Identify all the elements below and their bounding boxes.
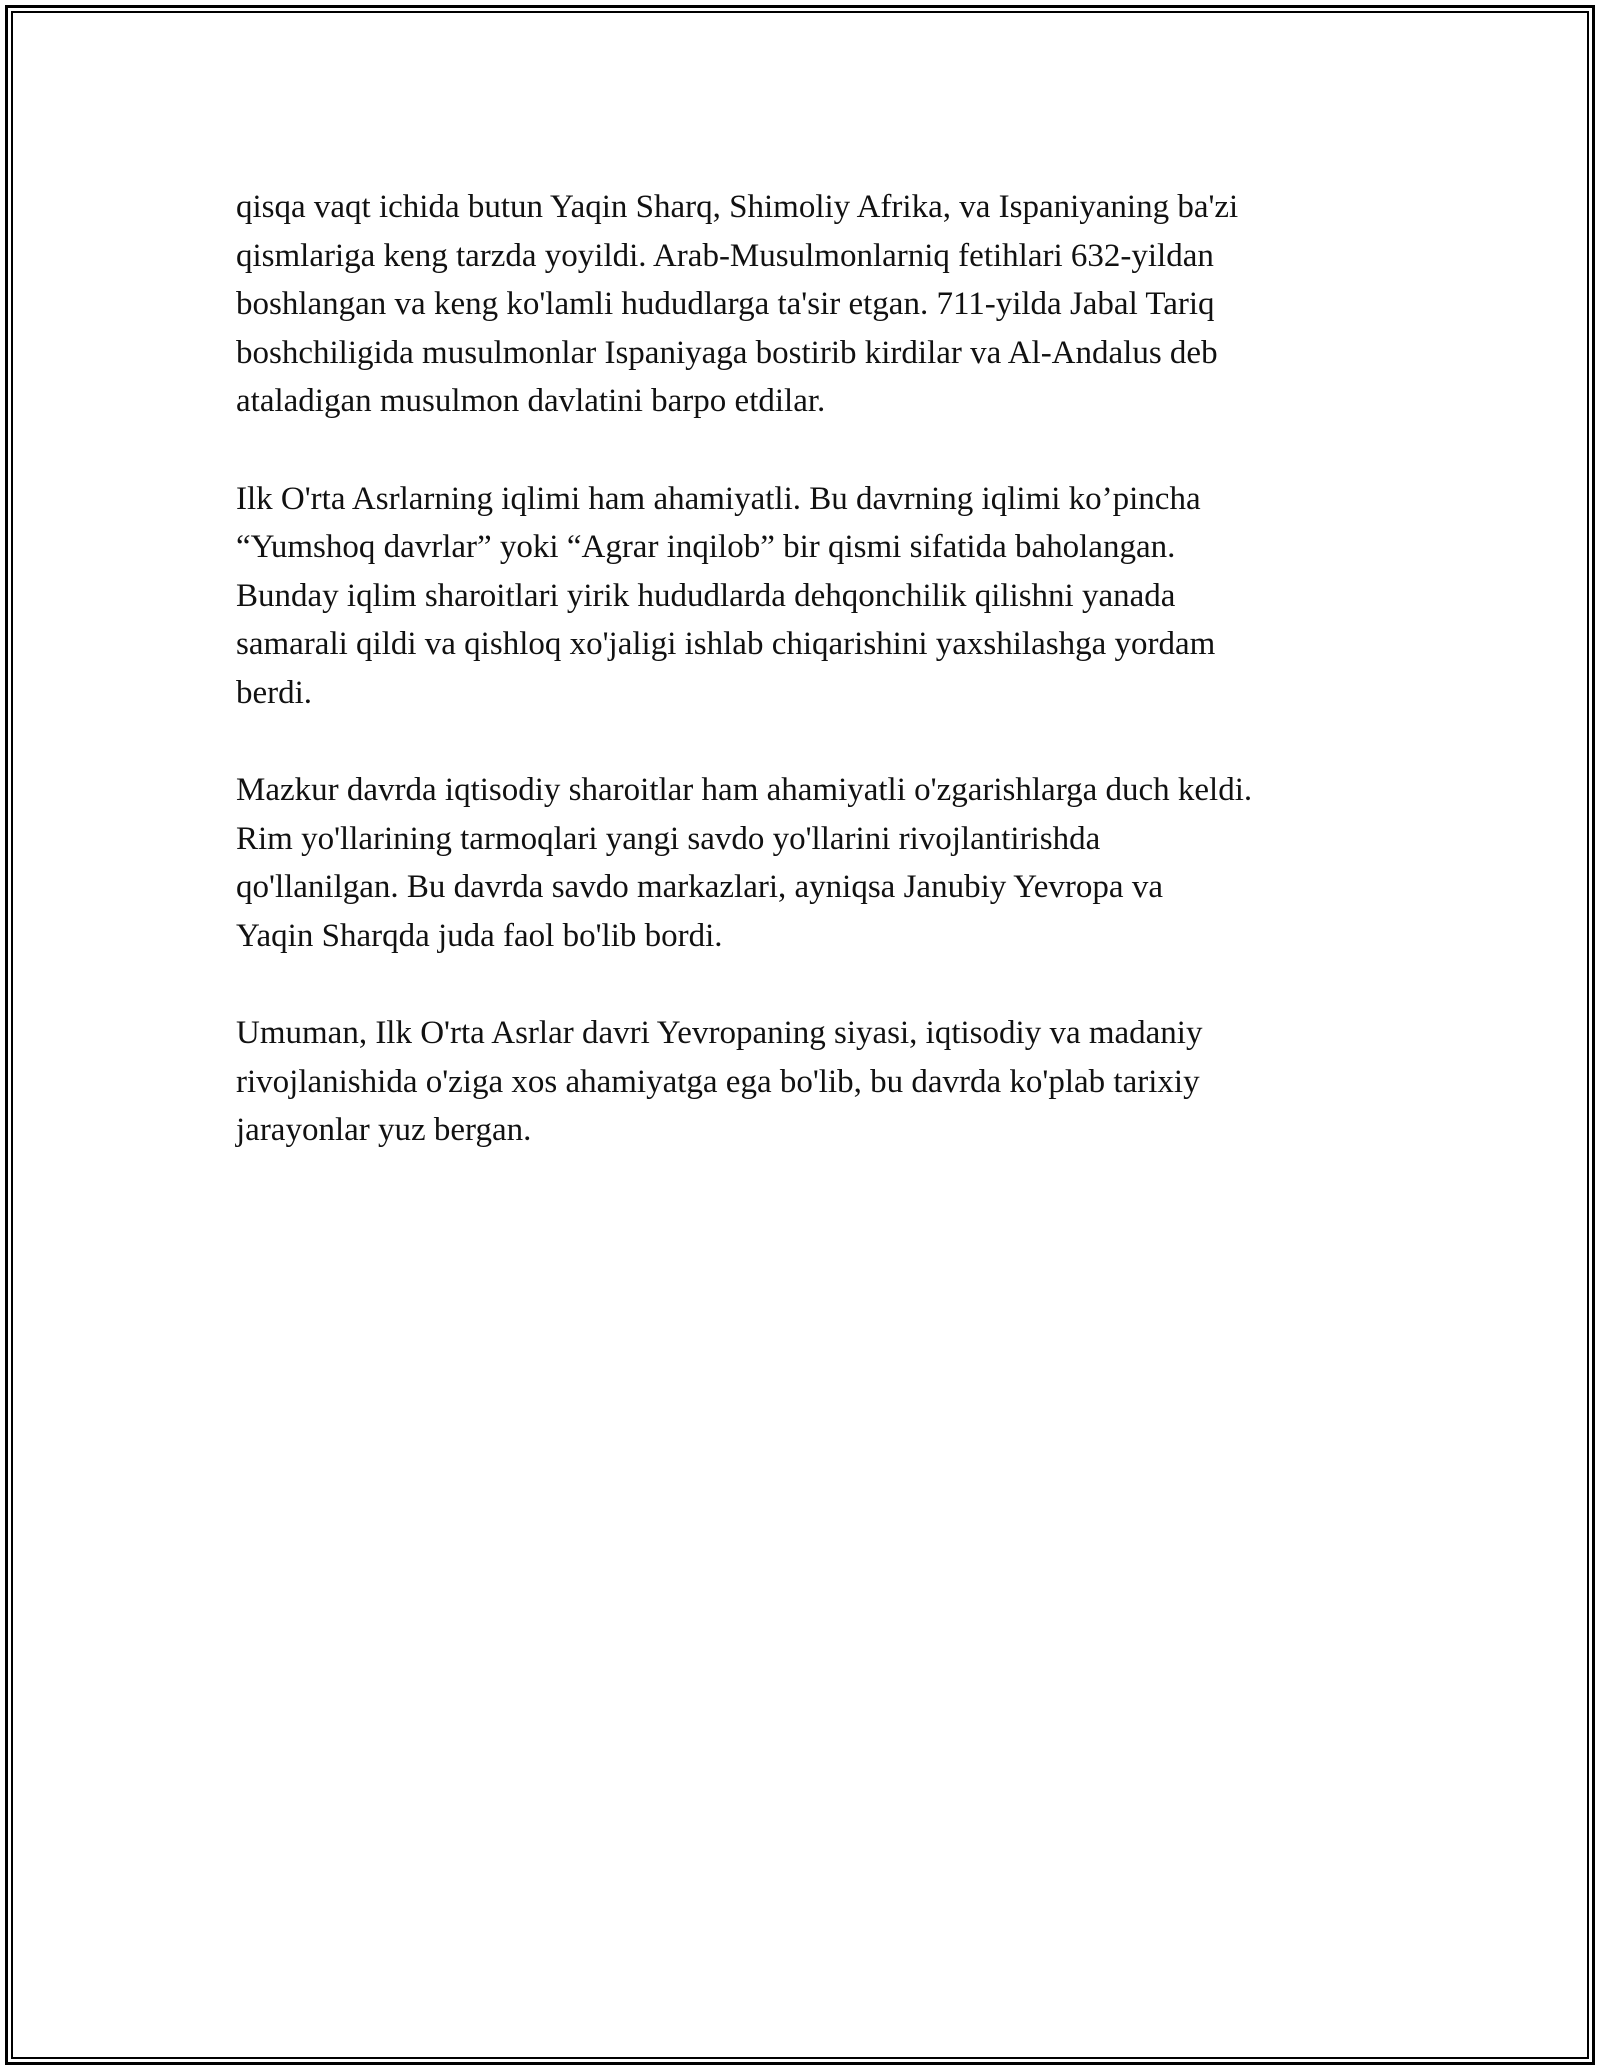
text-line: berdi.	[236, 674, 313, 711]
text-line: ataladigan musulmon davlatini barpo etdilar.	[236, 383, 826, 420]
text-line: samarali qildi va qishloq xo'jaligi ishlab chiqarishini yaxshilashga yordam	[236, 626, 1216, 663]
text-line: Rim yo'llarining tarmoqlari yangi savdo yo'llarini rivojlantirishda	[236, 820, 1101, 857]
text-line: boshlangan va keng ko'lamli hududlarga ta'sir etgan. 711-yilda Jabal Tariq	[236, 286, 1215, 323]
paragraph-2	[236, 475, 1376, 718]
text-line: rivojlanishida o'ziga xos ahamiyatga ega bo'lib, bu davrda ko'plab tarixiy	[236, 1063, 1200, 1100]
text-line: qo'llanilgan. Bu davrda savdo markazlari, ayniqsa Janubiy Yevropa va	[236, 869, 1163, 906]
text-line: boshchiligida musulmonlar Ispaniyaga bostirib kirdilar va Al-Andalus deb	[236, 334, 1218, 371]
text-line: qismlariga keng tarzda yoyildi. Arab-Musulmonlarniq fetihlari 632-yildan	[236, 237, 1214, 274]
paragraph-1	[236, 183, 1376, 426]
text-line: “Yumshoq davrlar” yoki “Agrar inqilob” bir qismi sifatida baholangan.	[236, 529, 1176, 566]
text-line: Bunday iqlim sharoitlari yirik hududlarda dehqonchilik qilishni yanada	[236, 577, 1176, 614]
paragraph-4	[236, 1009, 1376, 1155]
text-line: Umuman, Ilk O'rta Asrlar davri Yevropaning siyasi, iqtisodiy va madaniy	[236, 1015, 1203, 1052]
text-line: Mazkur davrda iqtisodiy sharoitlar ham ahamiyatli o'zgarishlarga duch keldi.	[236, 772, 1253, 809]
paragraph-3	[236, 766, 1376, 960]
text-line: qisqa vaqt ichida butun Yaqin Sharq, Shimoliy Afrika, va Ispaniyaning ba'zi	[236, 189, 1239, 225]
text-line: Yaqin Sharqda juda faol bo'lib bordi.	[236, 917, 723, 954]
text-line: jarayonlar yuz bergan.	[236, 1112, 532, 1149]
text-line: Ilk O'rta Asrlarning iqlimi ham ahamiyatli. Bu davrning iqlimi ko’pincha	[236, 480, 1201, 517]
document-body	[236, 183, 1376, 1203]
